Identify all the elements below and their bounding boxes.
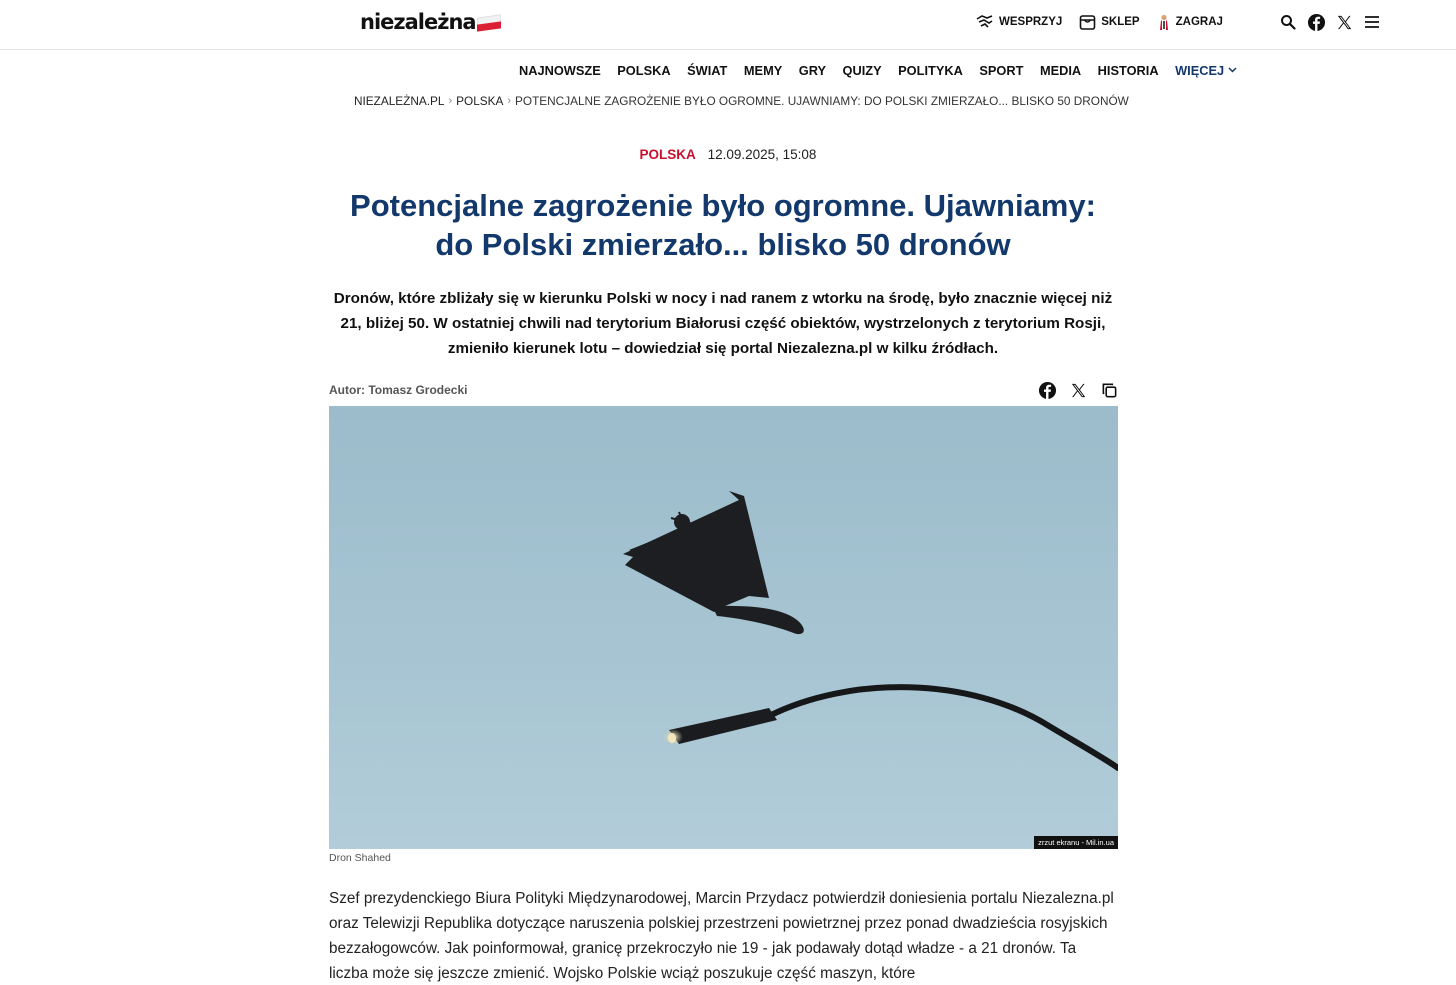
breadcrumb-home[interactable]: NIEZALEŻNA.PL [354,94,445,108]
nav-item-swiat[interactable]: ŚWIAT [687,62,728,78]
x-icon[interactable] [1334,12,1354,32]
article-meta [0,147,1456,162]
article-author [329,383,467,397]
search-icon[interactable] [1278,12,1298,32]
support-icon [976,14,994,30]
facebook-icon[interactable] [1306,12,1326,32]
copy-link-icon [1101,382,1118,399]
site-logo[interactable] [360,8,501,36]
nav-item-gry[interactable]: GRY [798,62,827,78]
article-date: 12.09.2025, 15:08 [707,147,817,162]
breadcrumb [354,94,1129,108]
x-icon [1070,382,1087,399]
shop-link[interactable] [1079,14,1139,31]
article-body-paragraph: Szef prezydenckiego Biura Polityki Międzynarodowej, Marcin Przydacz potwierdził doniesienia portalu Niezalezna.pl oraz Telewizji Republika dotyczące naruszenia polskiej przestrzeni powietrznej przez ponad dwadzieścia rosyjskich bezzałogowców. Jak poinformował, granicę przekroczyło nie 19 - jak podawały dotąd władze - a 21 dronów. Ta liczba może się jeszcze zmienić. Wojsko Polskie wciąż poszukuje część maszyn, które [329,890,1114,982]
nav-more-dropdown[interactable] [1175,63,1237,78]
top-header [0,0,1456,50]
breadcrumb-current: POTENCJALNE ZAGROŻENIE BYŁO OGROMNE. UJAWNIAMY: DO POLSKI ZMIERZAŁO... BLISKO 50 DRONÓW [515,94,1129,108]
nav-item-media[interactable]: MEDIA [1039,62,1082,78]
nav-item-historia[interactable]: HISTORIA [1097,62,1159,78]
menu-icon[interactable] [1362,12,1382,32]
share-x-button[interactable] [1068,380,1088,400]
header-icons [1278,12,1390,32]
article-title: Potencjalne zagrożenie było ogromne. Ujawniamy: do Polski zmierzało... blisko 50 dronów [350,188,1096,262]
share-facebook-button[interactable] [1037,380,1057,400]
game-icon [1157,14,1171,31]
drone-photo [329,406,1118,849]
polish-flag-icon [477,14,501,31]
game-link[interactable] [1157,14,1223,31]
top-links [976,12,1240,32]
author-label: Autor: [329,383,365,397]
shop-label: SKLEP [1101,16,1140,28]
logo-text: niezależna [360,10,476,34]
facebook-icon [1038,381,1057,400]
article-lead: Dronów, które zbliżały się w kierunku Polski w nocy i nad ranem z wtorku na środę, było znacznie więcej niż 21, bliżej 50. W ostatniej chwili nad terytorium Białorusi część obiektów, wystrzelonych z terytorium Rosji, zmieniło kierunek lotu – dowiedział się portal Niezalezna.pl w kilku źródłach. [333,290,1113,357]
article-category[interactable]: POLSKA [639,147,696,162]
chevron-down-icon [1228,67,1237,73]
article-hero-image[interactable] [329,406,1118,849]
nav-more-label: WIĘCEJ [1175,62,1225,78]
breadcrumb-separator-icon: › [448,95,453,107]
breadcrumb-separator-icon: › [507,95,512,107]
nav-item-najnowsze[interactable]: NAJNOWSZE [519,62,601,78]
nav-item-sport[interactable]: SPORT [979,62,1024,78]
share-buttons [1037,380,1119,400]
copy-link-button[interactable] [1099,380,1119,400]
nav-item-memy[interactable]: MEMY [743,62,783,78]
author-name[interactable]: Tomasz Grodecki [368,383,468,397]
nav-item-polityka[interactable]: POLITYKA [898,62,963,78]
nav-item-quizy[interactable]: QUIZY [842,62,882,78]
shop-icon [1079,14,1096,31]
nav-item-polska[interactable]: POLSKA [617,62,671,78]
support-label: WESPRZYJ [999,16,1063,28]
game-label: ZAGRAJ [1175,16,1223,28]
support-link[interactable] [976,14,1062,30]
image-caption: Dron Shahed [329,852,391,864]
image-credit: zrzut ekranu - Mil.in.ua [1034,836,1118,849]
main-nav [519,61,1237,79]
breadcrumb-polska[interactable]: POLSKA [456,94,504,108]
